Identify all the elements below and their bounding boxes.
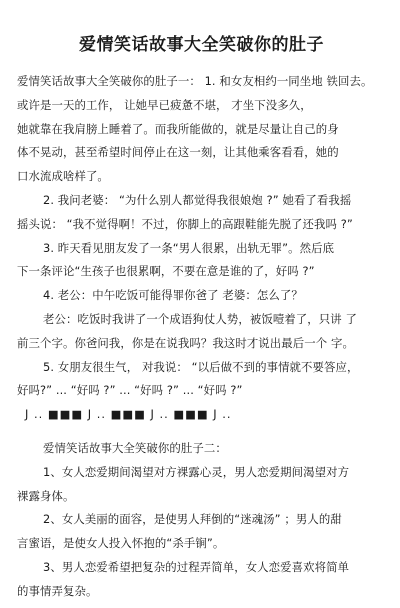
text-line: 爱情笑话故事大全笑破你的肚子一： 1. 和女友相约一同坐地 铁回去。 (17, 74, 373, 88)
text-line: J .. ■■■ J .. ■■■ J .. ■■■ J .. (25, 407, 232, 422)
text-line: 下一条评论“生孩子也很累啊，不要在意是谁的了，好吗 ?” (17, 264, 315, 279)
text-line: 老公：吃饭时我讲了一个成语狗仗人势，被饭噎着了，只讲 了 (43, 311, 357, 326)
text-line: 好吗?” ... “好吗 ?” ... “好吗 ?” ... “好吗 ?” (17, 383, 243, 398)
page-title: 爱情笑话故事大全笑破你的肚子 (79, 35, 324, 55)
text-line: 5. 女朋友很生气， 对我说： “以后做不到的事情就不要答应， (43, 359, 359, 374)
text-line: 2、女人美丽的面容，是使男人拜倒的“迷魂汤” ；男人的甜 (43, 512, 342, 527)
text-line: 3、男人恋爱希望把复杂的过程弄简单，女人恋爱喜欢将简单 (43, 559, 350, 574)
text-line: 2. 我问老婆： “为什么别人都觉得我很娘炮 ?” 她看了看我摇 (43, 192, 352, 207)
text-line: 裸露身体。 (17, 488, 75, 503)
text-line: 3. 昨天看见朋友发了一条“男人很累，出轨无罪”。然后底 (43, 240, 335, 255)
text-line: 4. 老公：中午吃饭可能得罪你爸了 老婆：怎么了？ (43, 288, 303, 303)
text-line: 前三个字。你爸问我，你是在说我吗？我这时才说出最后一个 字。 (17, 335, 354, 350)
text-line: 她就靠在我肩膀上睡着了。而我所能做的，就是尽量让自己的身 (17, 121, 339, 136)
text-line: 摇头说： “我不觉得啊！不过，你脚上的高跟鞋能先脱了还我吗 ?” (17, 216, 353, 231)
text-line: 1、女人恋爱期间渴望对方裸露心灵，男人恋爱期间渴望对方 (43, 464, 350, 479)
section-gap (17, 427, 386, 437)
text-line: 言蜜语，是使女人投入怀抱的“杀手锏”。 (17, 536, 225, 551)
text-line: 体不晃动，甚至希望时间停止在这一刻，让其他乘客看看，她的 (17, 145, 339, 160)
text-line: 口水流成啥样了。 (17, 169, 109, 184)
text-line: 的事情弄复杂。 (17, 583, 98, 598)
text-line: 或许是一天的工作， 让她早已疲惫不堪， 才坐下没多久， (17, 97, 312, 112)
section-heading: 爱情笑话故事大全笑破你的肚子二： (43, 440, 227, 455)
